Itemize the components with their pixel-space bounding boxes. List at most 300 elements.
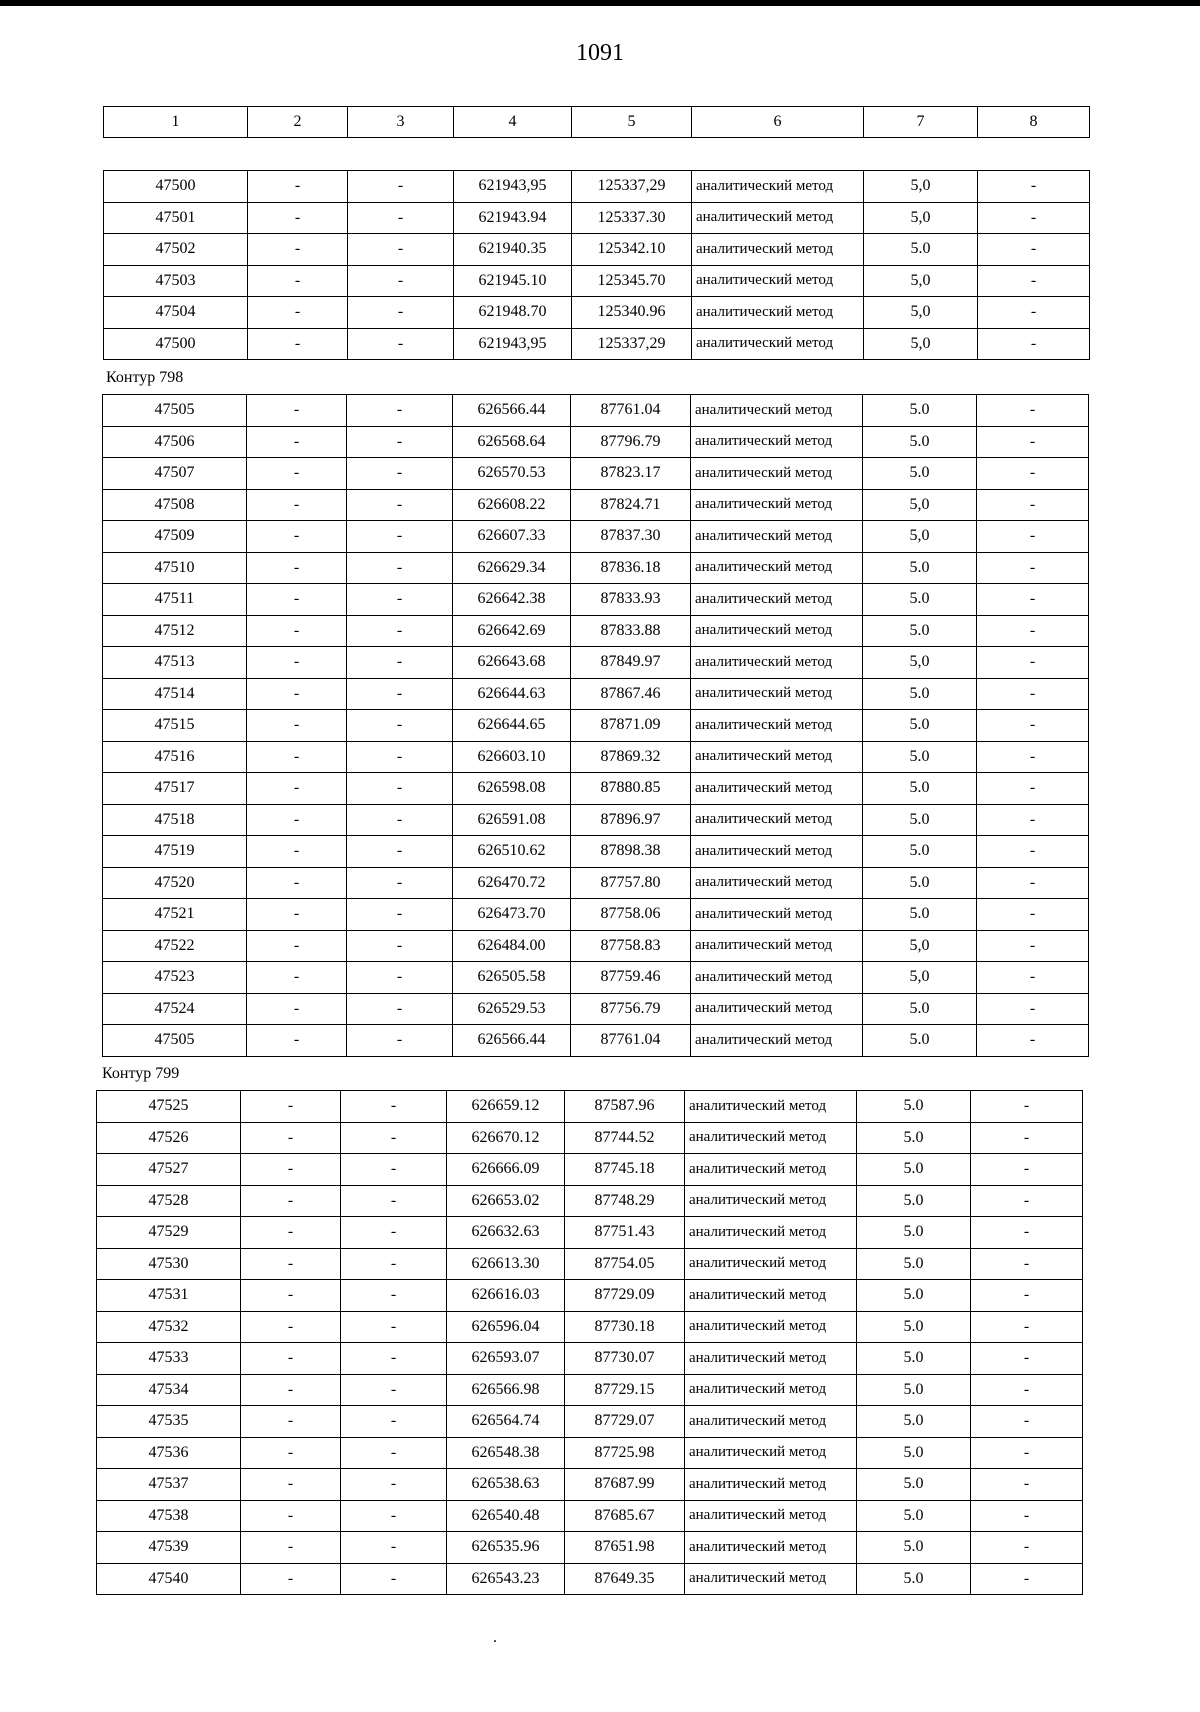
table-cell: 47537 (97, 1469, 241, 1501)
table-cell: 47535 (97, 1406, 241, 1438)
table-cell: - (347, 962, 453, 994)
table-cell: аналитический метод (692, 265, 864, 297)
table-cell: 5.0 (864, 234, 978, 266)
table-cell: 626598.08 (453, 773, 571, 805)
table-cell: - (241, 1311, 341, 1343)
table-cell: 5,0 (863, 489, 977, 521)
contour-label-798: Контур 798 (106, 369, 184, 386)
table-cell: аналитический метод (685, 1563, 857, 1595)
table-cell: аналитический метод (692, 234, 864, 266)
table-cell: - (247, 521, 347, 553)
table-cell: 5.0 (863, 1025, 977, 1057)
table-cell: - (341, 1563, 447, 1595)
table-cell: аналитический метод (685, 1437, 857, 1469)
table-cell: - (977, 678, 1089, 710)
table-cell: аналитический метод (691, 426, 863, 458)
table-cell: 47505 (103, 395, 247, 427)
table-cell: аналитический метод (691, 930, 863, 962)
table-cell: - (247, 836, 347, 868)
table-cell: 125345.70 (572, 265, 692, 297)
table-cell: 5,0 (863, 647, 977, 679)
table-cell: 47528 (97, 1185, 241, 1217)
table-cell: - (977, 395, 1089, 427)
table-cell: 47526 (97, 1122, 241, 1154)
table-cell: - (341, 1185, 447, 1217)
table-cell: 5,0 (864, 171, 978, 203)
table-cell: 626643.68 (453, 647, 571, 679)
table-cell: - (341, 1122, 447, 1154)
table-cell: 47518 (103, 804, 247, 836)
table-cell: 5,0 (863, 962, 977, 994)
table-cell: аналитический метод (685, 1406, 857, 1438)
table-cell: - (248, 328, 348, 360)
table-row (104, 328, 1090, 360)
table-cell: 87833.93 (571, 584, 691, 616)
table-cell: 626659.12 (447, 1091, 565, 1123)
table-cell: - (347, 1025, 453, 1057)
column-header: 8 (978, 107, 1090, 138)
table-cell: - (347, 489, 453, 521)
table-cell: 5.0 (863, 993, 977, 1025)
table-cell: 87896.97 (571, 804, 691, 836)
table-cell: аналитический метод (685, 1217, 857, 1249)
page-number: 1091 (576, 40, 624, 66)
table-cell: аналитический метод (691, 710, 863, 742)
table-cell: - (977, 962, 1089, 994)
table-row (97, 1343, 1083, 1375)
table-cell: 125342.10 (572, 234, 692, 266)
table-cell: 626473.70 (453, 899, 571, 931)
table-row (103, 836, 1089, 868)
table-row (97, 1091, 1083, 1123)
table-cell: - (241, 1343, 341, 1375)
table-cell: 626543.23 (447, 1563, 565, 1595)
table-cell: аналитический метод (691, 458, 863, 490)
table-cell: 5,0 (863, 521, 977, 553)
table-cell: 47516 (103, 741, 247, 773)
table-cell: - (347, 773, 453, 805)
table-cell: 626564.74 (447, 1406, 565, 1438)
table-cell: - (341, 1280, 447, 1312)
table-cell: - (971, 1500, 1083, 1532)
table-cell: - (347, 993, 453, 1025)
table-cell: - (247, 489, 347, 521)
table-row (97, 1532, 1083, 1564)
table-cell: 626596.04 (447, 1311, 565, 1343)
table-cell: 5.0 (857, 1532, 971, 1564)
table-cell: 5.0 (857, 1280, 971, 1312)
table-cell: - (347, 710, 453, 742)
table-cell: 87880.85 (571, 773, 691, 805)
table-cell: - (978, 297, 1090, 329)
table-cell: аналитический метод (685, 1185, 857, 1217)
table-cell: 87836.18 (571, 552, 691, 584)
table-cell: 87729.15 (565, 1374, 685, 1406)
table-cell: - (247, 993, 347, 1025)
table-cell: 47534 (97, 1374, 241, 1406)
table-cell: - (247, 804, 347, 836)
table-cell: 47503 (104, 265, 248, 297)
table-cell: 47510 (103, 552, 247, 584)
table-cell: - (971, 1154, 1083, 1186)
table-cell: - (971, 1091, 1083, 1123)
table-cell: - (978, 265, 1090, 297)
table-cell: - (247, 710, 347, 742)
table-cell: 5,0 (864, 328, 978, 360)
table-cell: - (977, 426, 1089, 458)
table-cell: аналитический метод (685, 1374, 857, 1406)
table-cell: 626632.63 (447, 1217, 565, 1249)
table-cell: - (247, 584, 347, 616)
table-cell: 621943,95 (454, 171, 572, 203)
table-cell: - (977, 458, 1089, 490)
table-cell: 5.0 (857, 1469, 971, 1501)
table-row (97, 1122, 1083, 1154)
table-cell: - (341, 1217, 447, 1249)
table-cell: - (347, 678, 453, 710)
table-cell: - (348, 328, 454, 360)
table-cell: - (977, 647, 1089, 679)
table-cell: 5.0 (863, 552, 977, 584)
table-cell: 626629.34 (453, 552, 571, 584)
table-cell: - (241, 1406, 341, 1438)
table-cell: аналитический метод (692, 202, 864, 234)
table-cell: - (248, 171, 348, 203)
table-cell: 621943,95 (454, 328, 572, 360)
table-cell: 5.0 (863, 741, 977, 773)
table-cell: 47533 (97, 1343, 241, 1375)
table-cell: 626470.72 (453, 867, 571, 899)
table-cell: - (247, 962, 347, 994)
table-cell: 626644.65 (453, 710, 571, 742)
table-row (97, 1217, 1083, 1249)
table-cell: аналитический метод (685, 1469, 857, 1501)
table-row (97, 1500, 1083, 1532)
table-cell: - (241, 1500, 341, 1532)
table-cell: 626510.62 (453, 836, 571, 868)
table-cell: - (347, 395, 453, 427)
table-cell: - (247, 426, 347, 458)
column-header: 6 (692, 107, 864, 138)
table-cell: - (347, 458, 453, 490)
table-row (103, 395, 1089, 427)
table-cell: 87824.71 (571, 489, 691, 521)
table-cell: - (971, 1343, 1083, 1375)
table-cell: 5.0 (863, 426, 977, 458)
table-cell: - (347, 836, 453, 868)
table-cell: 87849.97 (571, 647, 691, 679)
table-cell: 47513 (103, 647, 247, 679)
table-cell: аналитический метод (691, 804, 863, 836)
table-cell: 5,0 (864, 297, 978, 329)
table-cell: 87758.83 (571, 930, 691, 962)
table-cell: 87754.05 (565, 1248, 685, 1280)
table-cell: - (247, 395, 347, 427)
table-cell: - (241, 1374, 341, 1406)
table-cell: - (977, 710, 1089, 742)
table-cell: - (971, 1217, 1083, 1249)
table-cell: - (971, 1406, 1083, 1438)
table-cell: - (971, 1311, 1083, 1343)
table-cell: 47539 (97, 1532, 241, 1564)
table-cell: 626535.96 (447, 1532, 565, 1564)
table-cell: 621940.35 (454, 234, 572, 266)
coordinates-table-block-3 (96, 1090, 1083, 1595)
table-cell: 87758.06 (571, 899, 691, 931)
table-cell: - (977, 741, 1089, 773)
table-cell: - (341, 1437, 447, 1469)
table-cell: 47531 (97, 1280, 241, 1312)
table-cell: - (247, 678, 347, 710)
table-cell: - (347, 615, 453, 647)
table-cell: 87796.79 (571, 426, 691, 458)
table-cell: 626608.22 (453, 489, 571, 521)
table-cell: 626484.00 (453, 930, 571, 962)
table-cell: - (347, 899, 453, 931)
table-row (103, 426, 1089, 458)
table-cell: 5.0 (857, 1343, 971, 1375)
table-cell: 47506 (103, 426, 247, 458)
table-cell: 87587.96 (565, 1091, 685, 1123)
table-cell: - (977, 804, 1089, 836)
table-cell: - (341, 1091, 447, 1123)
table-cell: 5.0 (863, 615, 977, 647)
table-cell: аналитический метод (691, 647, 863, 679)
table-cell: аналитический метод (685, 1091, 857, 1123)
table-cell: 47540 (97, 1563, 241, 1595)
table-cell: - (971, 1248, 1083, 1280)
table-cell: - (248, 265, 348, 297)
table-cell: 47509 (103, 521, 247, 553)
table-cell: 5.0 (857, 1311, 971, 1343)
table-cell: - (977, 552, 1089, 584)
table-row (103, 552, 1089, 584)
table-cell: 47512 (103, 615, 247, 647)
table-cell: - (978, 328, 1090, 360)
table-cell: 5.0 (857, 1437, 971, 1469)
table-cell: 5,0 (863, 930, 977, 962)
table-cell: 626653.02 (447, 1185, 565, 1217)
table-cell: 87869.32 (571, 741, 691, 773)
table-cell: - (348, 202, 454, 234)
column-header: 5 (572, 107, 692, 138)
table-cell: 626566.44 (453, 1025, 571, 1057)
table-cell: - (341, 1154, 447, 1186)
table-cell: - (241, 1532, 341, 1564)
table-cell: - (347, 804, 453, 836)
table-cell: аналитический метод (691, 615, 863, 647)
table-cell: 47501 (104, 202, 248, 234)
table-cell: - (248, 297, 348, 329)
table-cell: 87687.99 (565, 1469, 685, 1501)
table-row (103, 962, 1089, 994)
table-cell: - (978, 171, 1090, 203)
table-cell: аналитический метод (691, 867, 863, 899)
table-cell: 47515 (103, 710, 247, 742)
table-cell: 47500 (104, 328, 248, 360)
table-cell: - (971, 1532, 1083, 1564)
table-cell: - (347, 867, 453, 899)
table-row (103, 489, 1089, 521)
table-cell: 87751.43 (565, 1217, 685, 1249)
table-row (97, 1406, 1083, 1438)
table-cell: 125337,29 (572, 328, 692, 360)
table-cell: аналитический метод (685, 1280, 857, 1312)
table-cell: 87756.79 (571, 993, 691, 1025)
table-cell: 47522 (103, 930, 247, 962)
table-cell: 621945.10 (454, 265, 572, 297)
table-cell: - (977, 615, 1089, 647)
table-cell: - (971, 1563, 1083, 1595)
table-cell: аналитический метод (691, 395, 863, 427)
table-cell: - (347, 521, 453, 553)
table-cell: 47505 (103, 1025, 247, 1057)
table-cell: 47514 (103, 678, 247, 710)
table-cell: - (247, 647, 347, 679)
scan-mark: . (493, 1629, 497, 1646)
table-cell: - (341, 1248, 447, 1280)
table-row (103, 773, 1089, 805)
table-cell: аналитический метод (685, 1343, 857, 1375)
table-cell: аналитический метод (691, 552, 863, 584)
table-cell: - (971, 1185, 1083, 1217)
column-header: 1 (104, 107, 248, 138)
table-cell: 87649.35 (565, 1563, 685, 1595)
table-cell: 87729.09 (565, 1280, 685, 1312)
table-cell: 47538 (97, 1500, 241, 1532)
table-cell: - (247, 615, 347, 647)
table-cell: аналитический метод (685, 1311, 857, 1343)
table-row (103, 521, 1089, 553)
table-cell: 626644.63 (453, 678, 571, 710)
table-cell: - (241, 1122, 341, 1154)
table-cell: 47525 (97, 1091, 241, 1123)
table-cell: аналитический метод (685, 1248, 857, 1280)
table-cell: 5.0 (863, 773, 977, 805)
table-cell: - (348, 297, 454, 329)
table-cell: - (241, 1469, 341, 1501)
table-row (104, 202, 1090, 234)
column-header: 7 (864, 107, 978, 138)
table-cell: 5.0 (857, 1217, 971, 1249)
table-cell: аналитический метод (691, 741, 863, 773)
table-cell: 626566.44 (453, 395, 571, 427)
table-cell: 5.0 (857, 1122, 971, 1154)
table-cell: 626642.38 (453, 584, 571, 616)
table-row (103, 584, 1089, 616)
table-cell: 626540.48 (447, 1500, 565, 1532)
column-header: 3 (348, 107, 454, 138)
table-cell: 87833.88 (571, 615, 691, 647)
table-cell: - (247, 867, 347, 899)
table-cell: - (347, 930, 453, 962)
table-cell: 47519 (103, 836, 247, 868)
table-cell: - (348, 171, 454, 203)
table-row (103, 867, 1089, 899)
table-cell: 47520 (103, 867, 247, 899)
table-cell: 87867.46 (571, 678, 691, 710)
table-cell: 5.0 (863, 867, 977, 899)
table-cell: аналитический метод (691, 584, 863, 616)
table-cell: 87744.52 (565, 1122, 685, 1154)
table-cell: - (241, 1563, 341, 1595)
table-row (104, 297, 1090, 329)
table-cell: - (341, 1469, 447, 1501)
table-cell: 621943.94 (454, 202, 572, 234)
table-cell: 5.0 (857, 1185, 971, 1217)
table-cell: - (348, 234, 454, 266)
table-row (97, 1248, 1083, 1280)
table-row (97, 1563, 1083, 1595)
table-cell: 125340.96 (572, 297, 692, 329)
table-cell: 5.0 (863, 458, 977, 490)
table-cell: - (341, 1311, 447, 1343)
column-header-row (104, 107, 1090, 138)
table-cell: 47521 (103, 899, 247, 931)
table-row (103, 804, 1089, 836)
table-cell: 47517 (103, 773, 247, 805)
table-cell: - (977, 489, 1089, 521)
table-row (103, 930, 1089, 962)
table-cell: 5.0 (863, 804, 977, 836)
table-row (103, 899, 1089, 931)
table-cell: 47532 (97, 1311, 241, 1343)
table-row (103, 741, 1089, 773)
table-cell: - (977, 899, 1089, 931)
table-cell: - (341, 1500, 447, 1532)
table-cell: аналитический метод (685, 1532, 857, 1564)
table-cell: 47507 (103, 458, 247, 490)
table-cell: - (247, 458, 347, 490)
table-row (103, 993, 1089, 1025)
table-cell: - (977, 836, 1089, 868)
table-cell: - (247, 1025, 347, 1057)
table-cell: 626607.33 (453, 521, 571, 553)
table-cell: 5,0 (864, 202, 978, 234)
table-cell: 125337.30 (572, 202, 692, 234)
table-cell: - (348, 265, 454, 297)
table-cell: аналитический метод (692, 297, 864, 329)
table-cell: 47508 (103, 489, 247, 521)
table-cell: - (971, 1437, 1083, 1469)
table-cell: - (247, 552, 347, 584)
table-row (97, 1280, 1083, 1312)
table-cell: - (247, 741, 347, 773)
table-row (103, 458, 1089, 490)
table-cell: - (347, 584, 453, 616)
table-cell: 87725.98 (565, 1437, 685, 1469)
table-cell: - (977, 930, 1089, 962)
table-row (104, 171, 1090, 203)
table-cell: аналитический метод (691, 899, 863, 931)
table-row (97, 1154, 1083, 1186)
table-cell: 47527 (97, 1154, 241, 1186)
table-cell: - (978, 202, 1090, 234)
table-cell: 5.0 (863, 710, 977, 742)
table-cell: - (241, 1185, 341, 1217)
table-cell: - (247, 930, 347, 962)
table-cell: 47530 (97, 1248, 241, 1280)
table-cell: - (971, 1374, 1083, 1406)
table-cell: 626591.08 (453, 804, 571, 836)
table-cell: 87730.07 (565, 1343, 685, 1375)
table-cell: 47500 (104, 171, 248, 203)
contour-label-799: Контур 799 (102, 1065, 180, 1082)
table-cell: аналитический метод (691, 773, 863, 805)
table-cell: 47504 (104, 297, 248, 329)
table-cell: 5.0 (863, 584, 977, 616)
table-cell: 47511 (103, 584, 247, 616)
